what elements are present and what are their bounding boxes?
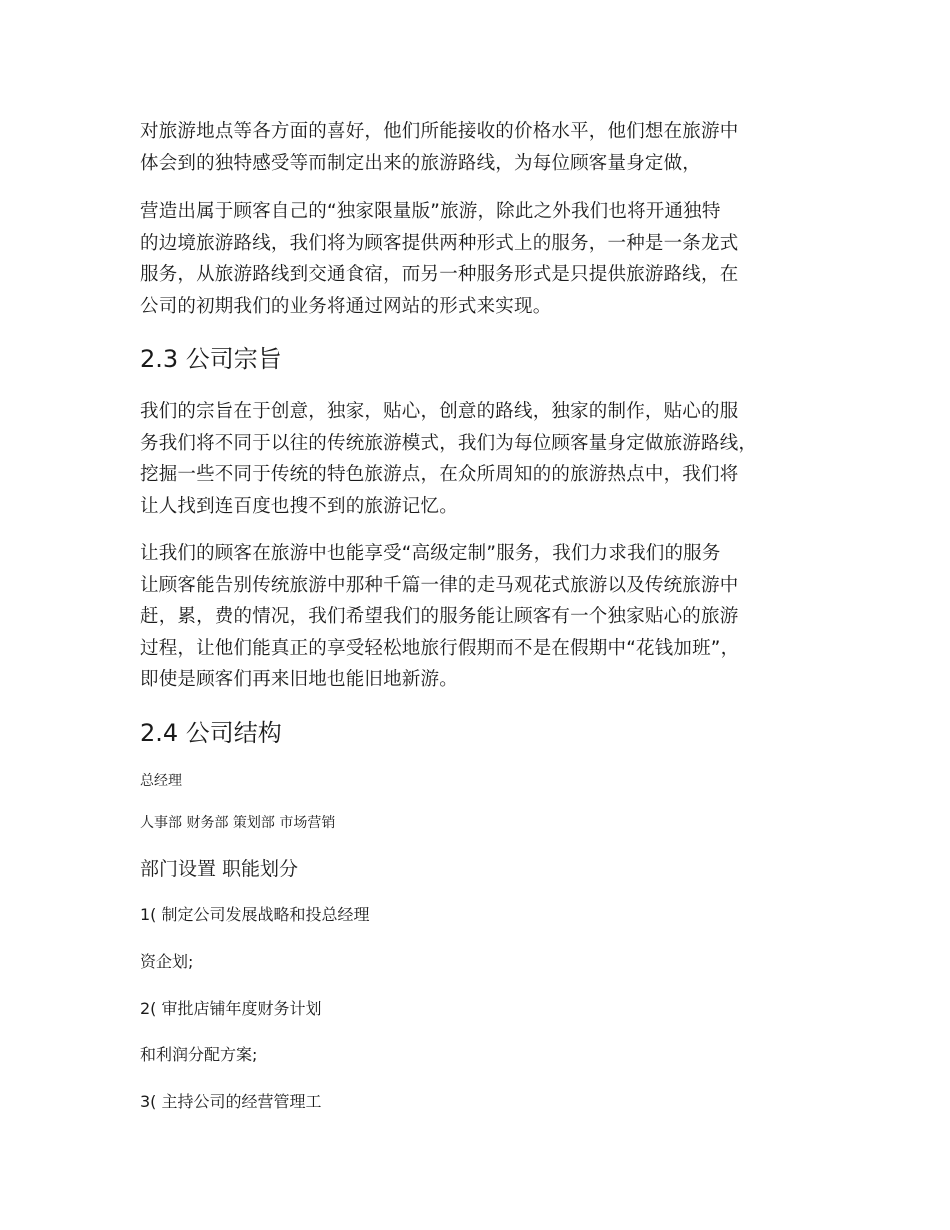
paragraph-3-line-3: 挖掘一些不同于传统的特色旅游点，在众所周知的的旅游热点中，我们将	[140, 464, 739, 485]
paragraph-2-line-3: 服务，从旅游路线到交通食宿，而另一种服务形式是只提供旅游路线，在	[140, 264, 739, 285]
paragraph-4-line-5: 即使是顾客们再来旧地也能旧地新游。	[140, 669, 458, 690]
paragraph-4-line-2: 让顾客能告别传统旅游中那种千篇一律的走马观花式旅游以及传统旅游中	[140, 574, 739, 596]
paragraph-3-line-1: 我们的宗旨在于创意，独家，贴心，创意的路线，独家的制作，贴心的服	[140, 401, 739, 422]
list-item: 3( 主持公司的经营管理工	[140, 1092, 322, 1111]
paragraph-3-line-2: 务我们将不同于以往的传统旅游模式，我们为每位顾客量身定做旅游路线，	[140, 432, 758, 454]
paragraph-4-line-1: 让我们的顾客在旅游中也能享受“高级定制”服务，我们力求我们的服务	[140, 543, 721, 564]
dept-header: 部门设置 职能划分	[140, 858, 299, 880]
paragraph-2-line-2: 的边境旅游路线，我们将为顾客提供两种形式上的服务，一种是一条龙式	[140, 232, 739, 254]
section-heading-2-4: 2.4 公司结构	[140, 719, 282, 747]
org-departments: 人事部 财务部 策划部 市场营销	[140, 815, 336, 831]
paragraph-4	[140, 538, 830, 696]
paragraph-2-line-4: 公司的初期我们的业务将通过网站的形式来实现。	[140, 295, 552, 317]
paragraph-3	[140, 396, 830, 522]
paragraph-3-line-4: 让人找到连百度也搜不到的旅游记忆。	[140, 495, 458, 517]
org-top-position: 总经理	[140, 773, 182, 789]
list-item: 资企划;	[140, 952, 194, 971]
paragraph-1-line-2: 体会到的独特感受等而制定出来的旅游路线，为每位顾客量身定做，	[140, 152, 702, 174]
paragraph-4-line-3: 赶，累，费的情况，我们希望我们的服务能让顾客有一个独家贴心的旅游	[140, 606, 739, 627]
paragraph-4-line-4: 过程，让他们能真正的享受轻松地旅行假期而不是在假期中“花钱加班”，	[140, 637, 740, 659]
paragraph-2-line-1: 营造出属于顾客自己的“独家限量版”旅游，除此之外我们也将开通独特	[140, 201, 721, 222]
section-heading-2-3: 2.3 公司宗旨	[140, 345, 282, 373]
list-item: 和利润分配方案;	[140, 1045, 258, 1064]
list-item: 2( 审批店铺年度财务计划	[140, 999, 322, 1018]
list-item: 1( 制定公司发展战略和投总经理	[140, 905, 370, 924]
paragraph-1	[140, 116, 830, 179]
paragraph-2	[140, 196, 830, 322]
paragraph-1-line-1: 对旅游地点等各方面的喜好，他们所能接收的价格水平，他们想在旅游中	[140, 121, 739, 142]
